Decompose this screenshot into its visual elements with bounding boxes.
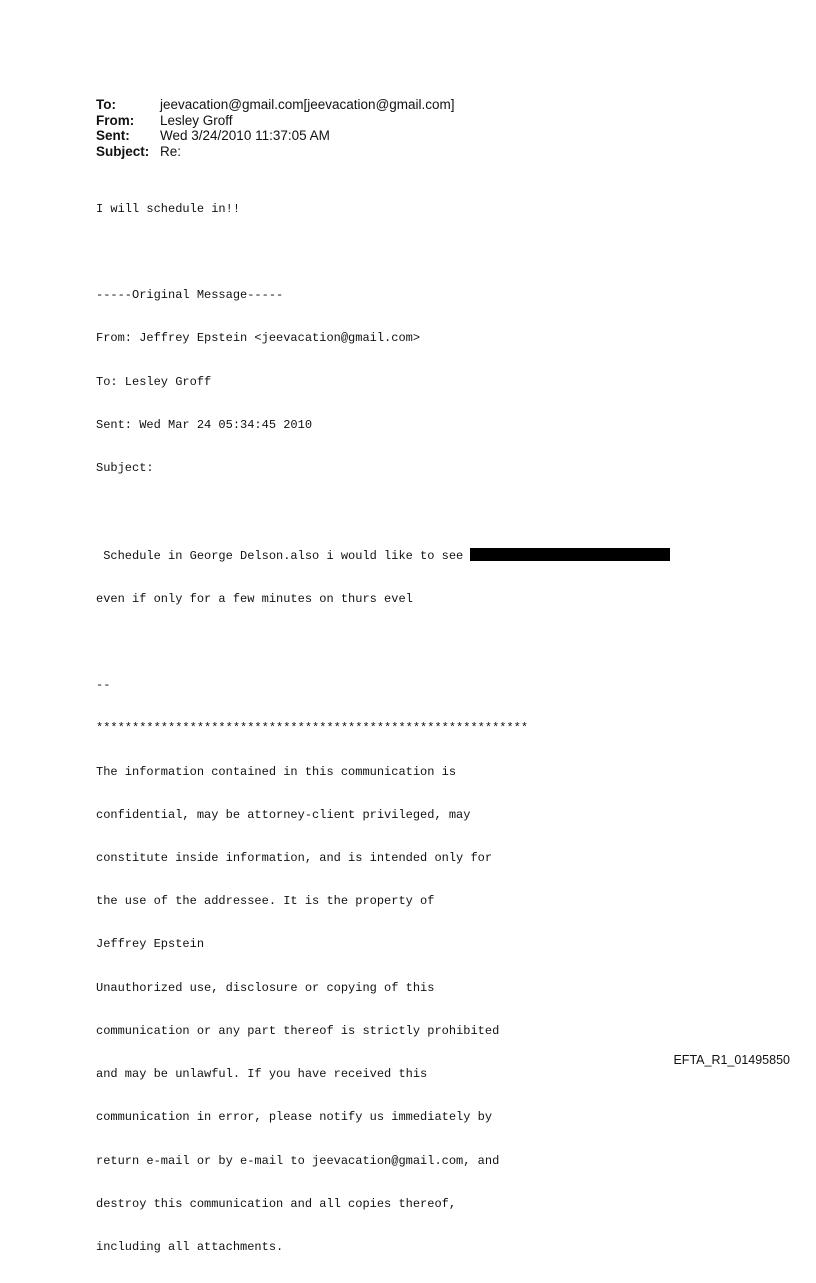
subject-label: Subject: [96,143,150,159]
signature-stars: ************************************************************ [96,721,529,736]
original-to-line: To: Lesley Groff [96,374,212,389]
from-label: From: [96,112,135,128]
spacer [96,635,670,649]
disclaimer-line: and may be unlawful. If you have received this [96,1067,428,1082]
disclaimer-line: constitute inside information, and is intended only for [96,851,493,866]
header-subject-row [96,144,455,160]
to-label: To: [96,97,116,112]
original-message-divider: -----Original Message----- [96,288,284,303]
document-id: EFTA_R1_01495850 [673,1053,790,1067]
disclaimer-line: Unauthorized use, disclosure or copying of this [96,980,435,995]
original-body-line-1 [96,548,670,563]
spacer [96,245,670,259]
disclaimer-line: Jeffrey Epstein [96,937,205,952]
to-value: jeevacation@gmail.com[jeevacation@gmail.com] [160,97,455,112]
disclaimer-line: including all attachments. [96,1240,284,1255]
disclaimer-line: the use of the addressee. It is the property of [96,894,435,909]
original-sent-line: Sent: Wed Mar 24 05:34:45 2010 [96,417,313,432]
disclaimer-line: destroy this communication and all copies thereof, [96,1196,457,1211]
original-from-line: From: Jeffrey Epstein <jeevacation@gmail.com> [96,331,421,346]
header-from-row [96,113,455,129]
spacer [96,504,670,518]
redaction-block [470,548,670,561]
original-body-line-2: even if only for a few minutes on thurs evel [96,591,413,606]
original-body-text-1: Schedule in George Delson.also i would like to see [96,548,471,563]
from-value: Lesley Groff [160,112,233,128]
sent-value: Wed 3/24/2010 11:37:05 AM [160,128,330,143]
disclaimer-line: The information contained in this communication is [96,764,457,779]
email-body [96,173,670,1283]
disclaimer-line: communication in error, please notify us immediately by [96,1110,493,1125]
signature-dashes: -- [96,678,111,693]
header-sent-row [96,128,455,144]
subject-value: Re: [160,143,182,159]
header-to-row [96,97,455,113]
disclaimer-line: communication or any part thereof is strictly prohibited [96,1023,500,1038]
original-subject-line: Subject: [96,461,154,476]
disclaimer-line: confidential, may be attorney-client privileged, may [96,807,471,822]
disclaimer-line: return e-mail or by e-mail to jeevacation@gmail.com, and [96,1153,500,1168]
sent-label: Sent: [96,128,130,143]
reply-text: I will schedule in!! [96,201,241,216]
email-header [96,97,455,159]
